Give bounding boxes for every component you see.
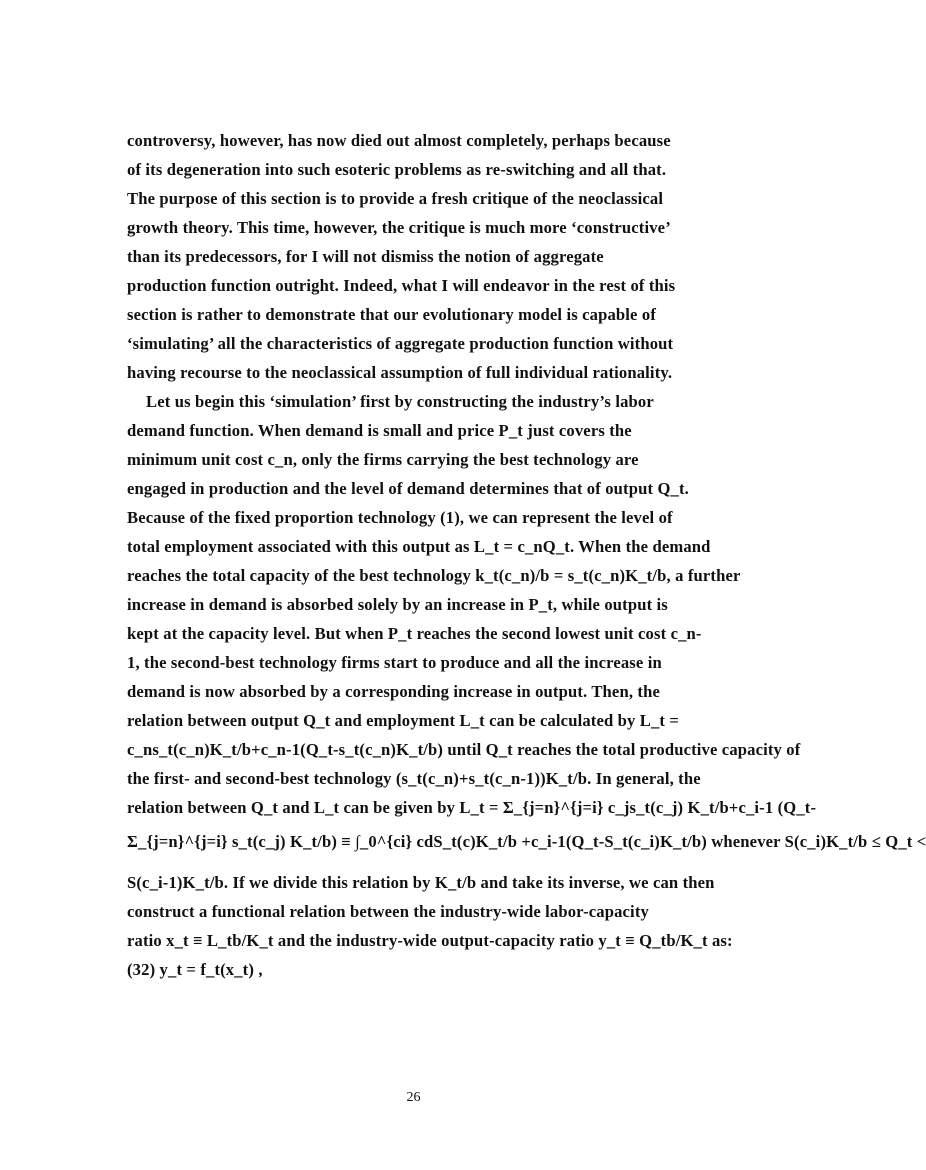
text-line: reaches the total capacity of the best technology k_t(c_n)/b = s_t(c_n)K_t/b, a further (127, 566, 741, 585)
text-line: 1, the second-best technology firms start to produce and all the increase in (127, 653, 662, 672)
text-line: construct a functional relation between the industry-wide labor-capacity (127, 902, 649, 921)
text-line: Σ_{j=n}^{j=i} s_t(c_j) K_t/b) ≡ ∫_0^{ci} cdS_t(c)K_t/b +c_i-1(Q_t-S_t(c_i)K_t/b) whenever S(c_i)K_t/b ≤ Q_t < (127, 832, 926, 851)
text-line: c_ns_t(c_n)K_t/b+c_n-1(Q_t-s_t(c_n)K_t/b) until Q_t reaches the total productive capacity of (127, 740, 801, 759)
text-line: minimum unit cost c_n, only the firms carrying the best technology are (127, 450, 639, 469)
text-line: (32) y_t = f_t(x_t) , (127, 960, 263, 979)
text-line: The purpose of this section is to provide a fresh critique of the neoclassical (127, 189, 664, 208)
text-line: of its degeneration into such esoteric problems as re-switching and all that. (127, 160, 667, 179)
text-line: increase in demand is absorbed solely by an increase in P_t, while output is (127, 595, 668, 614)
text-line: than its predecessors, for I will not dismiss the notion of aggregate (127, 247, 604, 266)
text-line: Let us begin this ‘simulation’ first by constructing the industry’s labor (146, 392, 654, 411)
text-line: section is rather to demonstrate that our evolutionary model is capable of (127, 305, 656, 324)
text-line: controversy, however, has now died out almost completely, perhaps because (127, 131, 671, 150)
text-line: the first- and second-best technology (s_t(c_n)+s_t(c_n-1))K_t/b. In general, the (127, 769, 701, 788)
text-line: Because of the fixed proportion technology (1), we can represent the level of (127, 508, 673, 527)
text-line: relation between Q_t and L_t can be given by L_t = Σ_{j=n}^{j=i} c_js_t(c_j) K_t/b+c_i-1 (Q_t- (127, 798, 817, 817)
text-line: ‘simulating’ all the characteristics of aggregate production function without (127, 334, 674, 353)
text-line: relation between output Q_t and employment L_t can be calculated by L_t = (127, 711, 680, 730)
text-line: total employment associated with this output as L_t = c_nQ_t. When the demand (127, 537, 711, 556)
text-line: engaged in production and the level of demand determines that of output Q_t. (127, 479, 689, 498)
text-line: growth theory. This time, however, the critique is much more ‘constructive’ (127, 218, 671, 237)
text-line: S(c_i-1)K_t/b. If we divide this relation by K_t/b and take its inverse, we can then (127, 873, 715, 892)
text-line: having recourse to the neoclassical assumption of full individual rationality. (127, 363, 673, 382)
text-line: production function outright. Indeed, what I will endeavor in the rest of this (127, 276, 676, 295)
page-number: 26 (406, 1090, 421, 1105)
text-line: demand is now absorbed by a corresponding increase in output. Then, the (127, 682, 660, 701)
text-line: ratio x_t ≡ L_tb/K_t and the industry-wide output-capacity ratio y_t ≡ Q_tb/K_t as: (127, 931, 733, 950)
text-line: kept at the capacity level. But when P_t reaches the second lowest unit cost c_n- (127, 624, 702, 643)
text-line: demand function. When demand is small and price P_t just covers the (127, 421, 632, 440)
